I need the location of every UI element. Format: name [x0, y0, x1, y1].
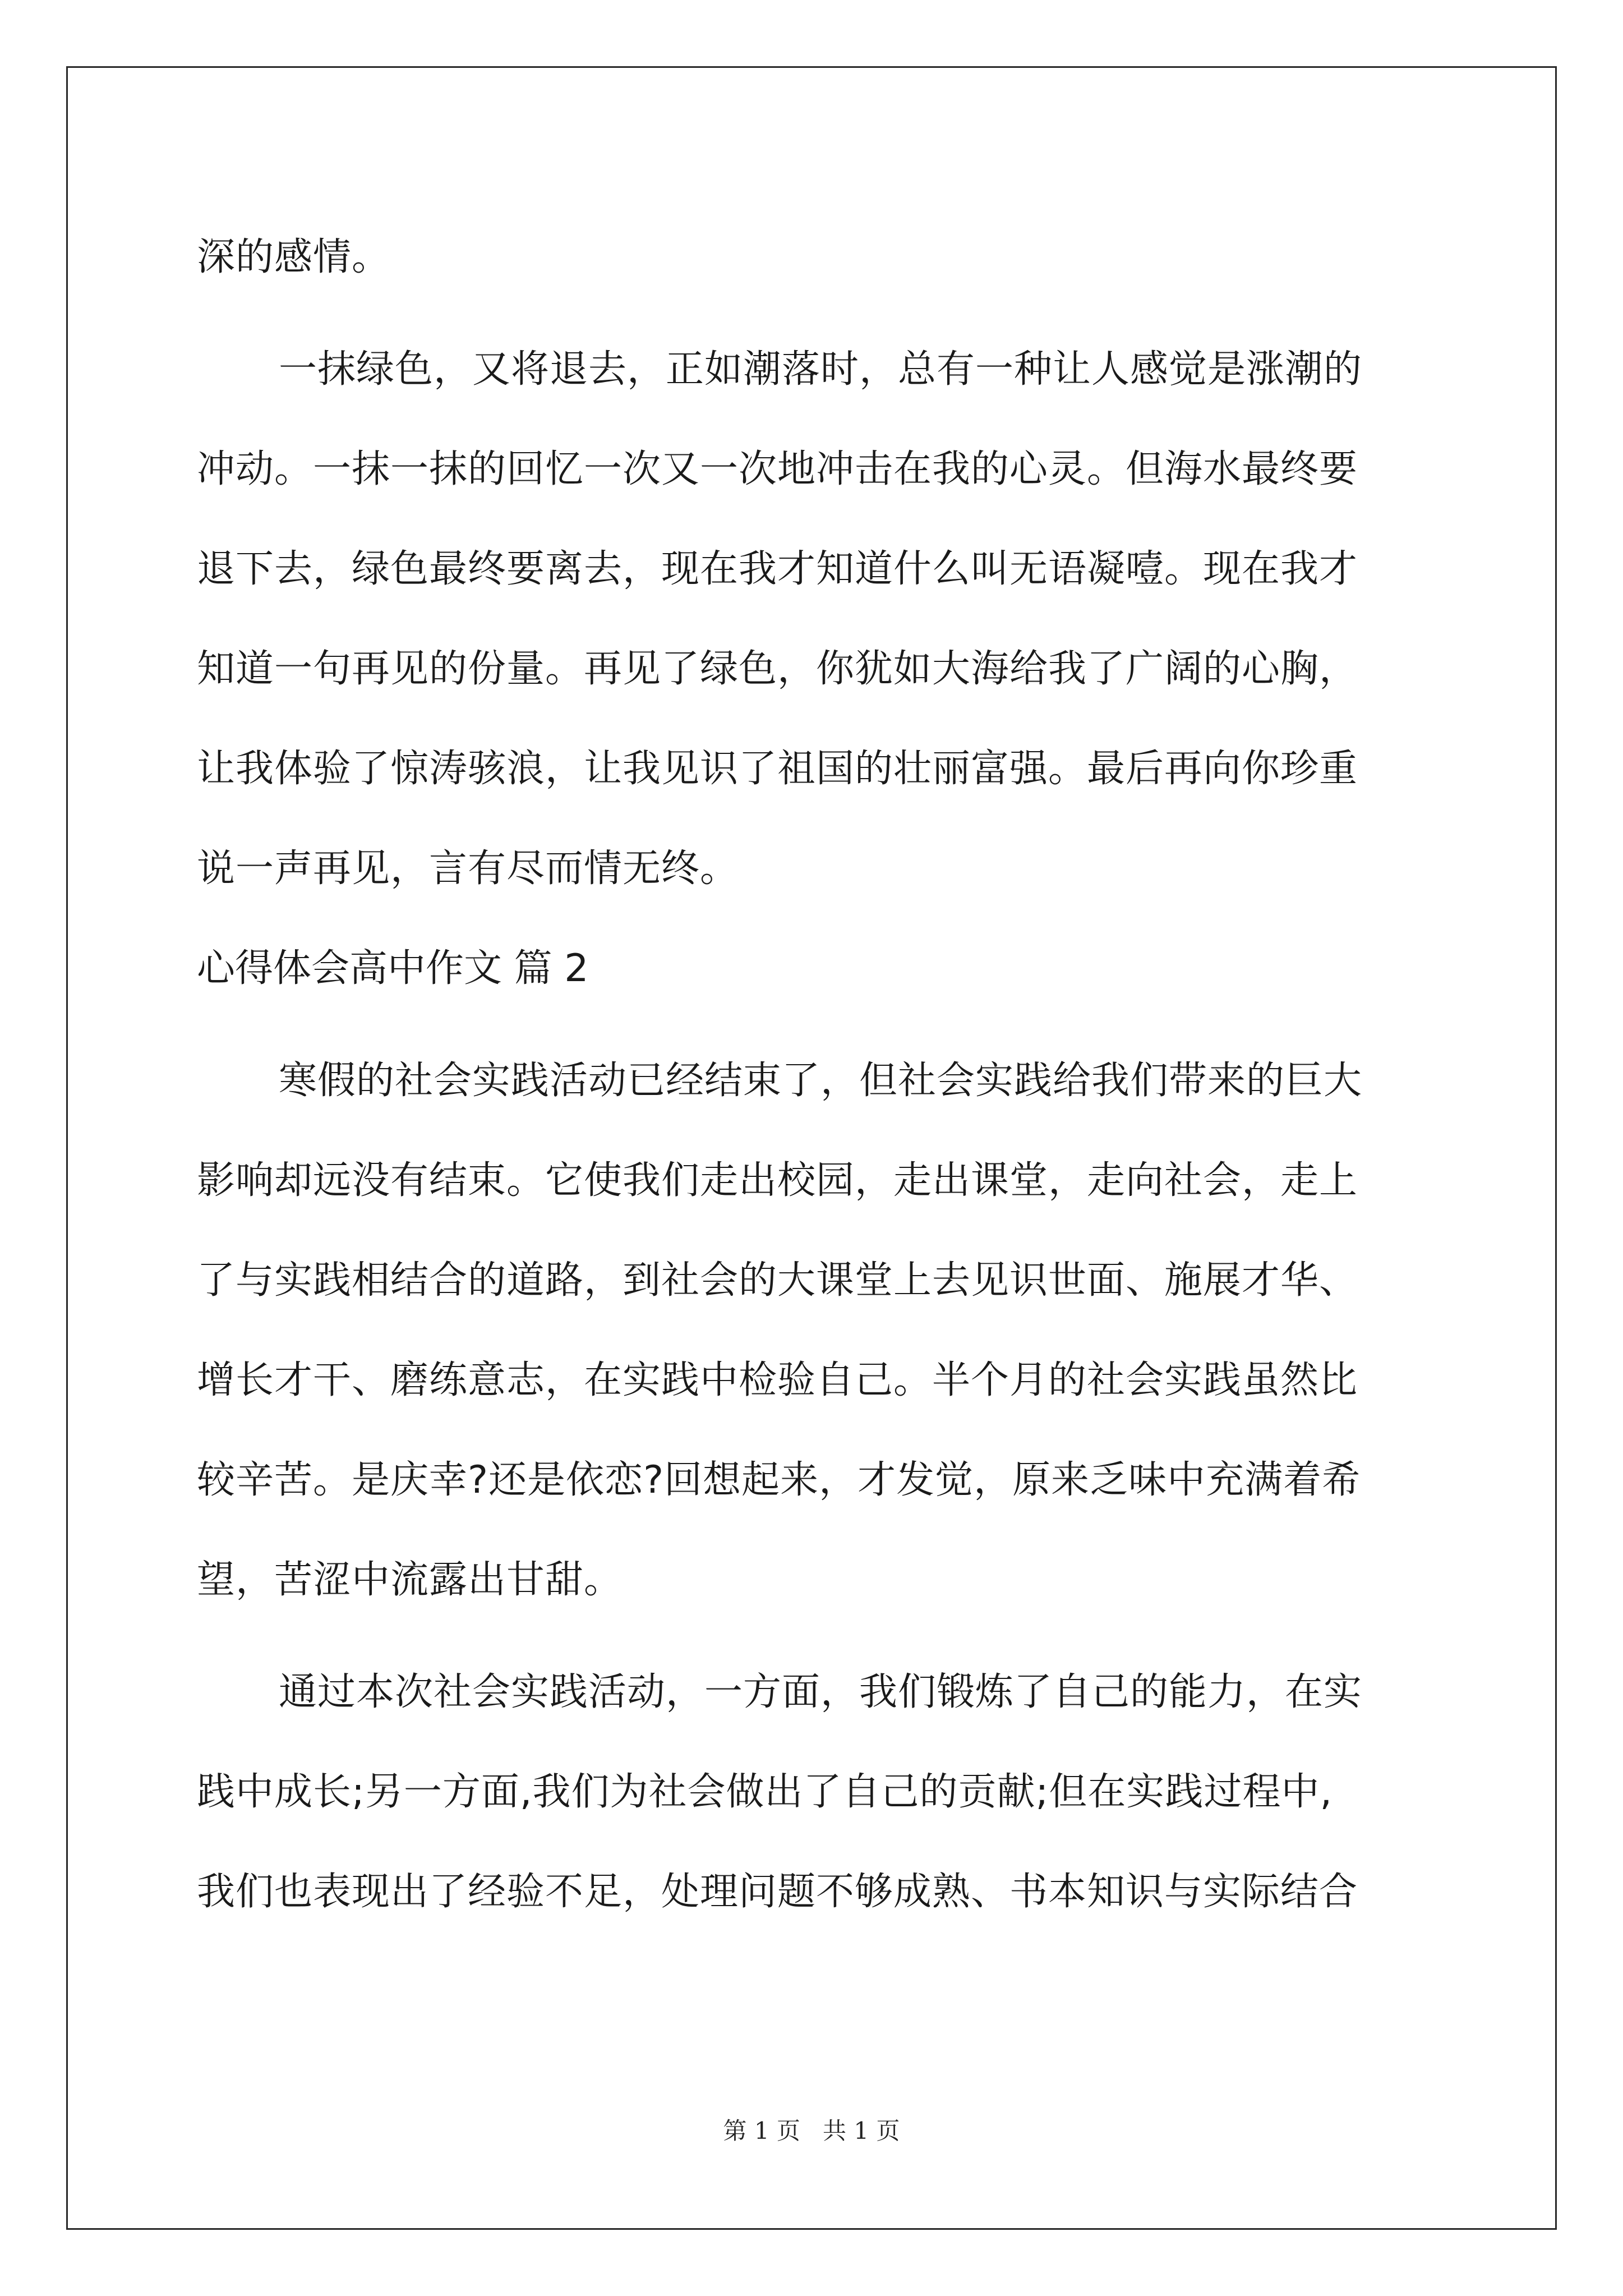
paragraph-line: 寒假的社会实践活动已经结束了，但社会实践给我们带来的巨大	[279, 1059, 1363, 1103]
paragraph-line: 冲动。一抹一抹的回忆一次又一次地冲击在我的心灵。但海水最终要	[197, 447, 1358, 491]
paragraph-line: 深的感情。	[197, 235, 391, 279]
paragraph-line: 增长才干、磨练意志，在实践中检验自己。半个月的社会实践虽然比	[197, 1358, 1358, 1402]
document-body	[197, 208, 1431, 1942]
paragraph-line: 望，苦涩中流露出甘甜。	[197, 1558, 623, 1602]
paragraph-line: 践中成长;另一方面,我们为社会做出了自己的贡献;但在实践过程中,	[197, 1770, 1333, 1814]
paragraph-line: 影响却远没有结束。它使我们走出校园，走出课堂，走向社会，走上	[197, 1158, 1358, 1203]
paragraph-line: 通过本次社会实践活动，一方面，我们锻炼了自己的能力，在实	[279, 1670, 1363, 1714]
paragraph-line: 退下去，绿色最终要离去，现在我才知道什么叫无语凝噎。现在我才	[197, 547, 1358, 591]
paragraph-line: 知道一句再见的份量。再见了绿色，你犹如大海给我了广阔的心胸，	[197, 647, 1358, 691]
paragraph-line: 让我体验了惊涛骇浪，让我见识了祖国的壮丽富强。最后再向你珍重	[197, 747, 1358, 791]
paragraph-line: 说一声再见，言有尽而情无终。	[197, 846, 739, 891]
paragraph-line: 了与实践相结合的道路，到社会的大课堂上去见识世面、施展才华、	[197, 1258, 1358, 1303]
section-heading: 心得体会高中作文 篇 2	[197, 946, 589, 991]
paragraph-line: 一抹绿色，又将退去，正如潮落时，总有一种让人感觉是涨潮的	[279, 347, 1363, 392]
paragraph-line: 我们也表现出了经验不足，处理问题不够成熟、书本知识与实际结合	[197, 1870, 1358, 1914]
paragraph-line: 较辛苦。是庆幸?还是依恋?回想起来，才发觉，原来乏味中充满着希	[197, 1458, 1361, 1502]
page-number-footer: 第 1 页 共 1 页	[723, 2117, 900, 2145]
